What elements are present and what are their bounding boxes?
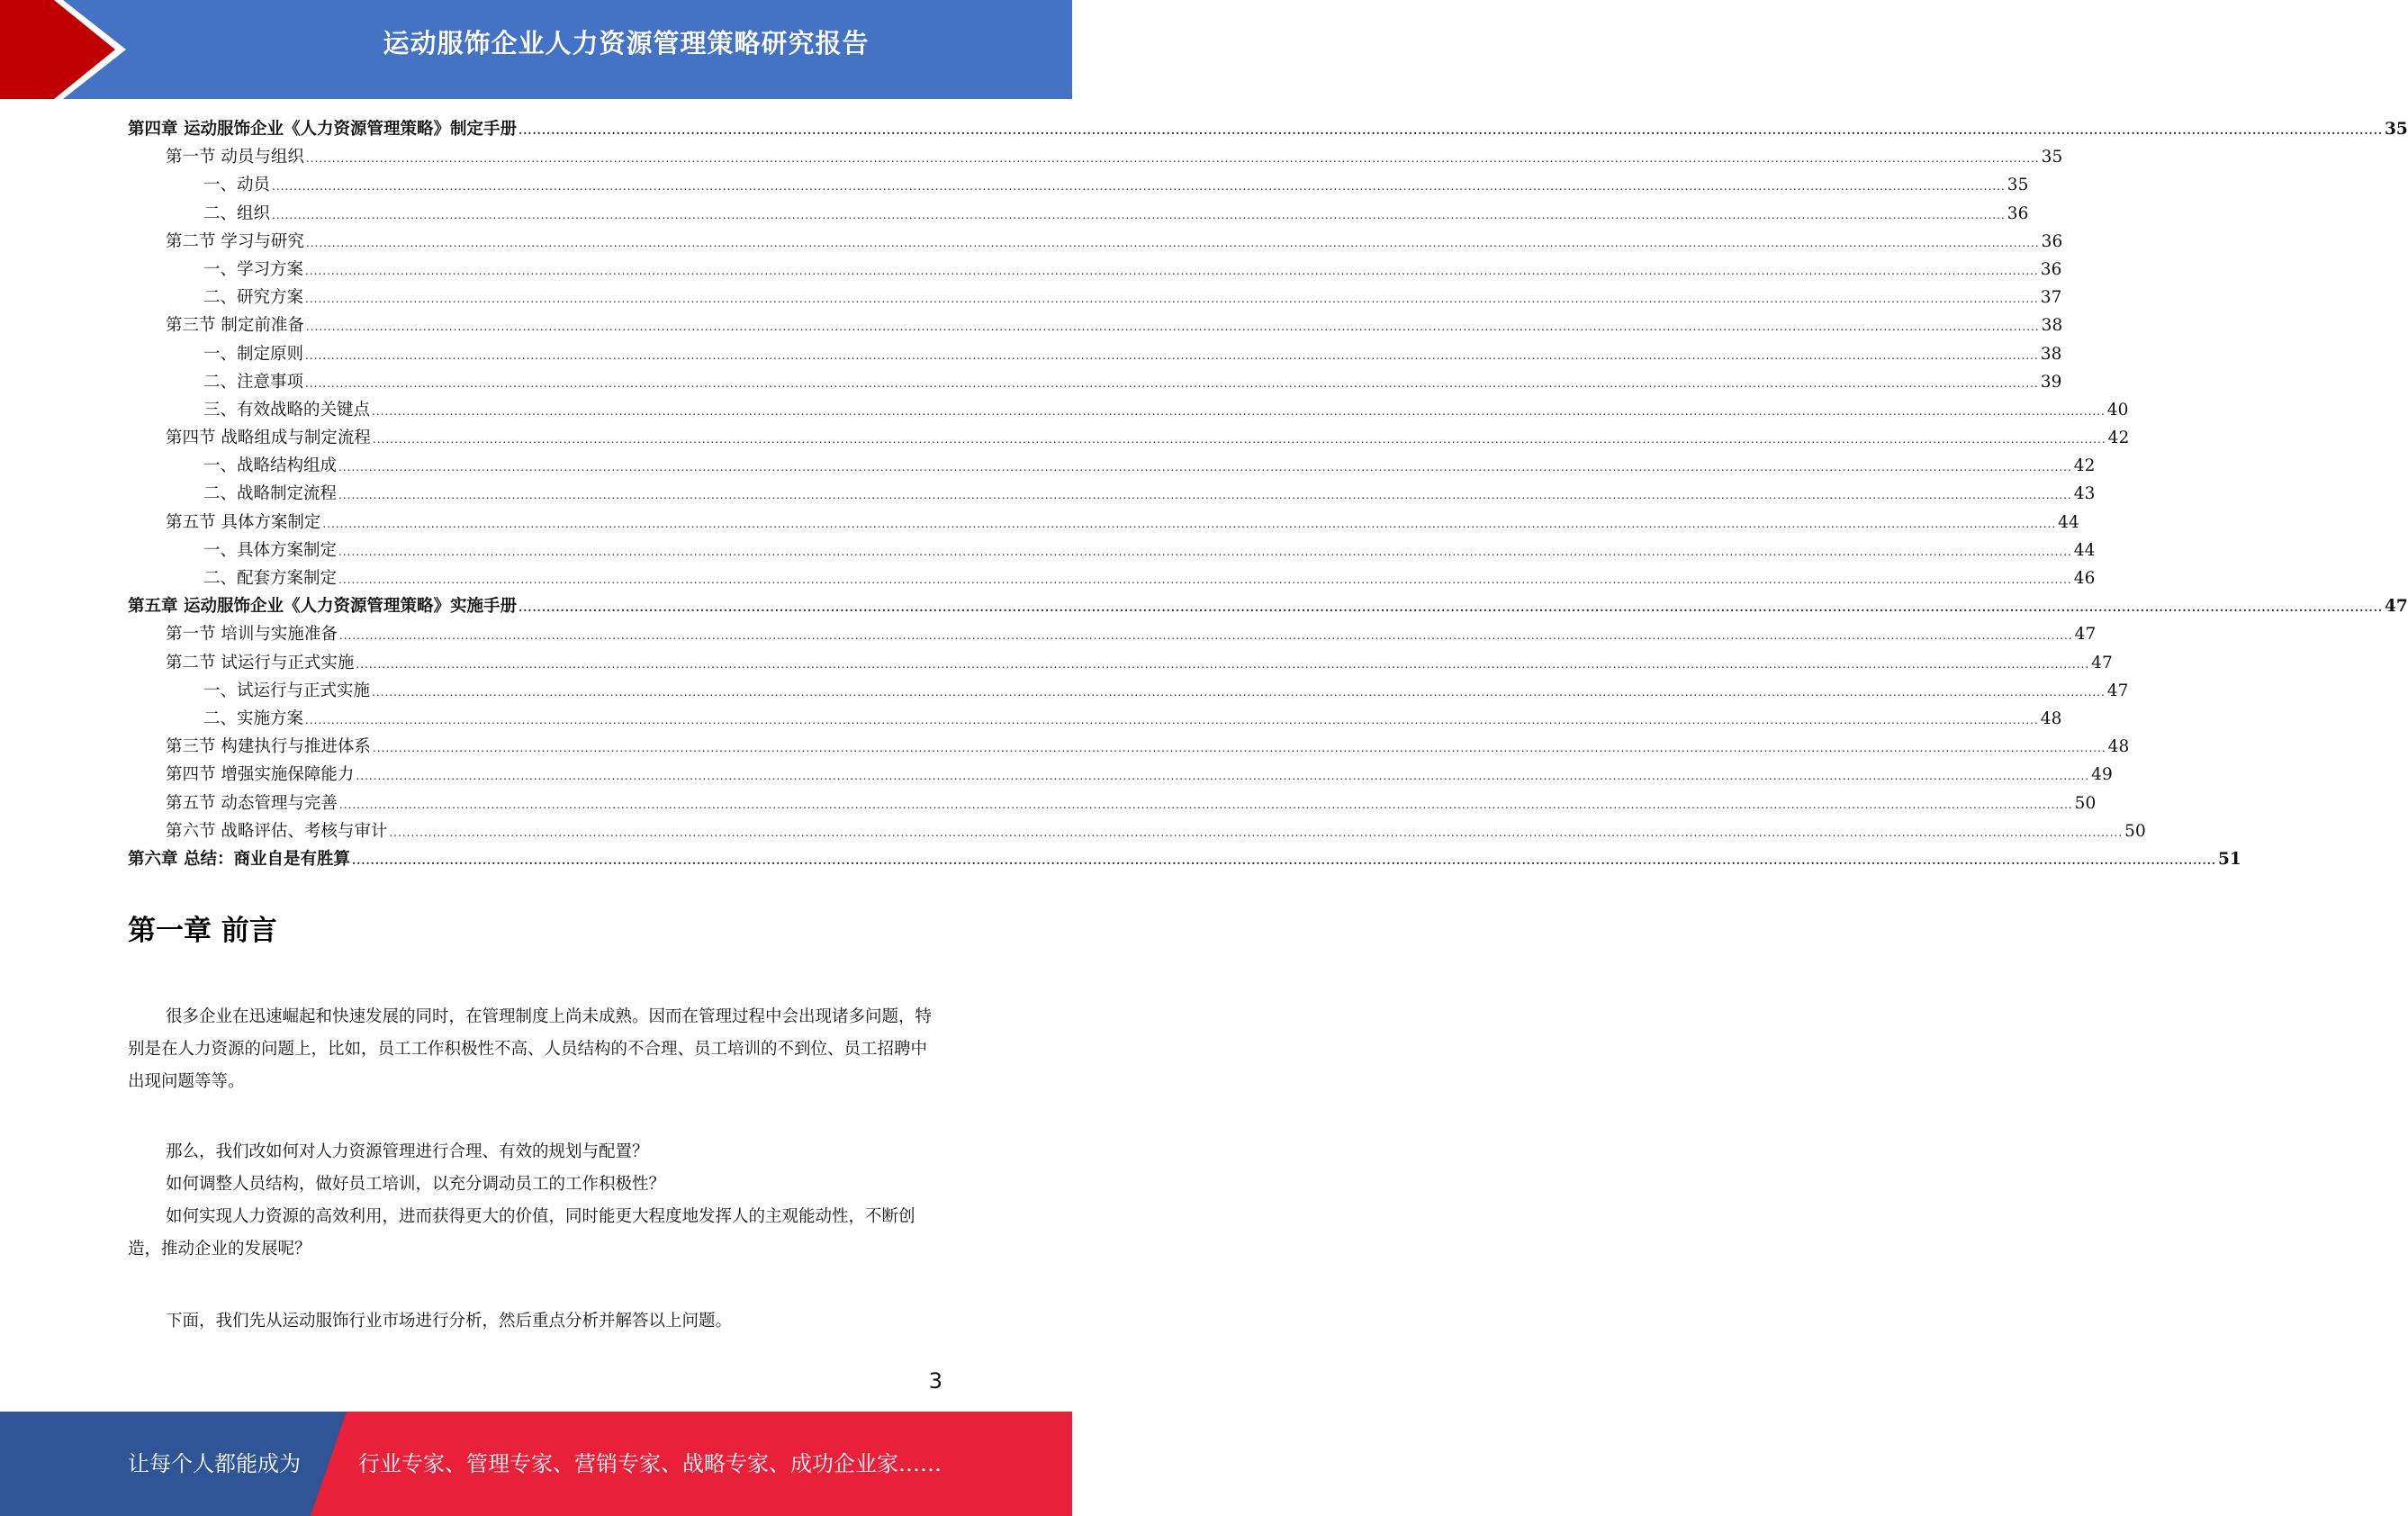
toc-leader-dots: ................................................................................................................................................................................................................................................................................................................................................................................................................ [372,685,2106,699]
toc-subsection-entry[interactable] [128,452,2096,480]
toc-entry-page: 36 [2041,231,2063,251]
toc-subsection-entry[interactable] [128,705,2062,733]
toc-section-entry[interactable] [128,761,2113,789]
toc-entry-label: 第四节 增强实施保障能力 [166,765,355,785]
toc-leader-dots: ................................................................................................................................................................................................................................................................................................................................................................................................................ [305,376,2039,390]
toc-subsection-entry[interactable] [128,284,2062,311]
toc-entry-label: 一、制定原则 [203,344,304,364]
toc-entry-label: 第三节 构建执行与推进体系 [166,737,371,757]
toc-subsection-entry[interactable] [128,256,2062,284]
toc-subsection-entry[interactable] [128,564,2096,592]
toc-entry-label: 第二节 学习与研究 [166,231,304,251]
toc-leader-dots: ................................................................................................................................................................................................................................................................................................................................................................................................................ [305,152,2040,166]
toc-subsection-entry[interactable] [128,396,2129,424]
toc-entry-label: 第五章 运动服饰企业《人力资源管理策略》实施手册 [128,597,517,617]
toc-entry-label: 二、战略制定流程 [203,484,338,504]
page-number: 3 [928,1368,942,1394]
toc-section-entry[interactable] [128,509,2079,537]
toc-entry-page: 50 [2124,821,2146,841]
toc-entry-page: 35 [2041,148,2063,167]
toc-subsection-entry[interactable] [128,368,2062,396]
toc-entry-label: 二、研究方案 [203,288,304,308]
toc-chapter-entry[interactable] [128,592,2408,620]
toc-leader-dots: ................................................................................................................................................................................................................................................................................................................................................................................................................ [338,629,2073,643]
toc-entry-page: 38 [2040,344,2062,364]
toc-entry-page: 38 [2041,316,2063,336]
toc-entry-label: 第一节 动员与组织 [166,148,304,167]
toc-entry-page: 47 [2074,625,2097,645]
toc-entry-label: 第五节 具体方案制定 [166,512,321,532]
toc-entry-label: 一、学习方案 [203,259,304,279]
toc-leader-dots: ................................................................................................................................................................................................................................................................................................................................................................................................................ [351,853,2217,867]
toc-leader-dots: ................................................................................................................................................................................................................................................................................................................................................................................................................ [272,180,2006,194]
toc-leader-dots: ................................................................................................................................................................................................................................................................................................................................................................................................................ [372,742,2106,755]
toc-section-entry[interactable] [128,311,2063,339]
toc-section-entry[interactable] [128,733,2130,761]
toc-entry-label: 第三节 制定前准备 [166,316,304,336]
toc-entry-page: 48 [2107,737,2130,757]
toc-section-entry[interactable] [128,228,2063,256]
toc-entry-page: 44 [2073,540,2096,560]
toc-section-entry[interactable] [128,143,2063,171]
toc-entry-page: 42 [2073,456,2096,476]
toc-entry-page: 47 [2106,681,2129,700]
toc-subsection-entry[interactable] [128,171,2029,199]
toc-entry-label: 一、具体方案制定 [203,540,338,560]
footer-slogan-left: 让每个人都能成为 [128,1451,301,1476]
toc-entry-page: 46 [2073,569,2096,588]
toc-chapter-entry[interactable] [128,845,2241,873]
toc-entry-label: 第二节 试运行与正式实施 [166,653,355,672]
toc-entry-page: 47 [2091,653,2113,672]
question-paragraph-1: 那么，我们改如何对人力资源管理进行合理、有效的规划与配置？ [166,1142,649,1161]
toc-entry-page: 35 [2007,176,2029,195]
page-footer [0,1412,1072,1516]
toc-leader-dots: ................................................................................................................................................................................................................................................................................................................................................................................................................ [372,433,2106,447]
closing-paragraph: 下面，我们先从运动服饰行业市场进行分析，然后重点分析并解答以上问题。 [166,1312,733,1331]
toc-entry-page: 50 [2074,793,2097,813]
toc-leader-dots: ................................................................................................................................................................................................................................................................................................................................................................................................................ [338,489,2072,502]
toc-leader-dots: ................................................................................................................................................................................................................................................................................................................................................................................................................ [338,798,2073,811]
toc-section-entry[interactable] [128,620,2097,648]
toc-leader-dots: ................................................................................................................................................................................................................................................................................................................................................................................................................ [356,770,2090,783]
toc-section-entry[interactable] [128,790,2097,817]
toc-subsection-entry[interactable] [128,340,2062,368]
chapter-heading: 第一章 前言 [128,915,277,947]
toc-entry-page: 36 [2007,203,2029,223]
toc-entry-label: 二、实施方案 [203,708,304,728]
toc-entry-page: 35 [2385,120,2408,139]
toc-entry-label: 第五节 动态管理与完善 [166,793,338,813]
toc-leader-dots: ................................................................................................................................................................................................................................................................................................................................................................................................................ [305,293,2039,306]
toc-subsection-entry[interactable] [128,200,2029,228]
footer-slogan-right: 行业专家、管理专家、营销专家、战略专家、成功企业家…… [358,1451,942,1476]
toc-leader-dots: ................................................................................................................................................................................................................................................................................................................................................................................................................ [305,713,2039,726]
intro-paragraph: 很多企业在迅速崛起和快速发展的同时，在管理制度上尚未成熟。因而在管理过程中会出现诸多问题，特别是在人力资源的问题上，比如，员工工作积极性不高、人员结构的不合理、员工培训的不到位、员工招聘中出现问题等等。 [128,1007,933,1091]
toc-leader-dots: ................................................................................................................................................................................................................................................................................................................................................................................................................ [272,208,2006,221]
toc-leader-dots: ................................................................................................................................................................................................................................................................................................................................................................................................................ [338,461,2072,474]
toc-leader-dots: ................................................................................................................................................................................................................................................................................................................................................................................................................ [356,657,2090,671]
toc-subsection-entry[interactable] [128,480,2096,508]
toc-entry-page: 37 [2040,288,2062,308]
toc-leader-dots: ................................................................................................................................................................................................................................................................................................................................................................................................................ [338,573,2072,586]
toc-leader-dots: ................................................................................................................................................................................................................................................................................................................................................................................................................ [389,826,2124,839]
toc-entry-label: 一、战略结构组成 [203,456,338,476]
toc-entry-page: 36 [2040,259,2062,279]
toc-leader-dots: ................................................................................................................................................................................................................................................................................................................................................................................................................ [305,320,2040,334]
table-of-contents [128,115,2408,873]
toc-entry-label: 二、配套方案制定 [203,569,338,588]
toc-leader-dots: ................................................................................................................................................................................................................................................................................................................................................................................................................ [322,517,2057,530]
toc-entry-label: 一、试运行与正式实施 [203,681,371,700]
toc-chapter-entry[interactable] [128,115,2408,143]
toc-entry-page: 49 [2091,765,2113,785]
toc-entry-page: 51 [2218,849,2241,869]
toc-leader-dots: ................................................................................................................................................................................................................................................................................................................................................................................................................ [305,236,2040,249]
toc-entry-label: 二、注意事项 [203,372,304,392]
toc-entry-label: 三、有效战略的关键点 [203,400,371,420]
toc-entry-page: 44 [2058,512,2079,532]
question-paragraph-3: 如何实现人力资源的高效利用，进而获得更大的价值，同时能更大程度地发挥人的主观能动性，不断创造，推动企业的发展呢？ [128,1207,915,1259]
toc-leader-dots: ................................................................................................................................................................................................................................................................................................................................................................................................................ [518,601,2384,615]
toc-leader-dots: ................................................................................................................................................................................................................................................................................................................................................................................................................ [305,348,2039,362]
toc-leader-dots: ................................................................................................................................................................................................................................................................................................................................................................................................................ [305,264,2039,277]
page-header [0,0,1072,99]
toc-entry-page: 43 [2073,484,2096,504]
toc-entry-label: 一、动员 [203,176,271,195]
toc-entry-page: 40 [2106,400,2129,420]
toc-entry-label: 二、组织 [203,203,271,223]
toc-entry-page: 39 [2040,372,2062,392]
toc-entry-label: 第四章 运动服饰企业《人力资源管理策略》制定手册 [128,120,517,139]
report-title: 运动服饰企业人力资源管理策略研究报告 [383,28,870,59]
toc-entry-page: 48 [2040,708,2062,728]
toc-entry-page: 47 [2385,597,2408,617]
toc-entry-label: 第一节 培训与实施准备 [166,625,338,645]
toc-leader-dots: ................................................................................................................................................................................................................................................................................................................................................................................................................ [518,124,2384,137]
toc-subsection-entry[interactable] [128,537,2096,564]
question-paragraph-2: 如何调整人员结构，做好员工培训，以充分调动员工的工作积极性？ [166,1175,666,1194]
toc-leader-dots: ................................................................................................................................................................................................................................................................................................................................................................................................................ [338,545,2072,558]
toc-entry-page: 42 [2107,429,2130,448]
toc-subsection-entry[interactable] [128,677,2129,705]
toc-section-entry[interactable] [128,649,2113,677]
toc-entry-label: 第六章 总结：商业自是有胜算 [128,849,350,869]
toc-entry-label: 第四节 战略组成与制定流程 [166,429,371,448]
toc-entry-label: 第六节 战略评估、考核与审计 [166,821,388,841]
toc-section-entry[interactable] [128,817,2146,845]
toc-section-entry[interactable] [128,424,2130,452]
toc-leader-dots: ................................................................................................................................................................................................................................................................................................................................................................................................................ [372,404,2106,418]
